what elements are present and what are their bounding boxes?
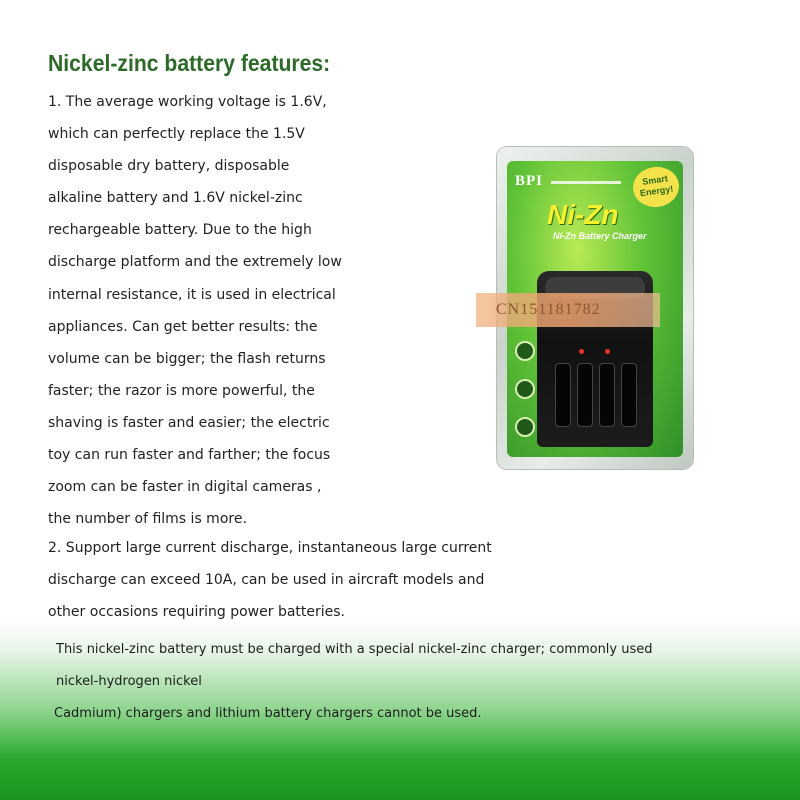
text-line: discharge can exceed 10A, can be used in aircraft models and bbox=[48, 572, 485, 589]
badge-line: Smart bbox=[641, 173, 669, 187]
feature-text bbox=[48, 90, 492, 633]
text-line: internal resistance, it is used in electrical bbox=[48, 286, 336, 303]
text-line: rechargeable battery. Due to the high bbox=[48, 222, 312, 239]
led-indicator bbox=[579, 349, 584, 354]
text-line: toy can run faster and farther; the focus bbox=[48, 447, 331, 464]
brand-logo: BPI bbox=[515, 173, 544, 189]
smart-energy-badge bbox=[630, 164, 681, 210]
text-line: alkaline battery and 1.6V nickel-zinc bbox=[48, 190, 303, 207]
battery-slot bbox=[555, 363, 571, 427]
model-logo: Ni-Zn bbox=[547, 199, 619, 230]
text-line: other occasions requiring power batteries. bbox=[48, 604, 346, 621]
text-line: volume can be bigger; the flash returns bbox=[48, 350, 326, 367]
battery-slot bbox=[621, 363, 637, 427]
text-line: zoom can be faster in digital cameras , bbox=[48, 479, 322, 496]
led-indicator bbox=[605, 349, 610, 354]
note-line: nickel-hydrogen nickel bbox=[56, 674, 202, 689]
note-line: This nickel-zinc battery must be charged with a special nickel-zinc charger; commonly used bbox=[56, 642, 653, 657]
charging-note bbox=[56, 640, 653, 736]
toy-icon bbox=[515, 379, 535, 399]
feature-icons bbox=[515, 341, 535, 455]
watermark: CN151181782 bbox=[476, 293, 660, 327]
text-line: appliances. Can get better results: the bbox=[48, 318, 318, 335]
text-line: discharge platform and the extremely low bbox=[48, 254, 342, 271]
badge-line: Energy! bbox=[639, 183, 674, 199]
camera-icon bbox=[515, 341, 535, 361]
text-line: the number of films is more. bbox=[48, 511, 247, 528]
text-line: disposable dry battery, disposable bbox=[48, 158, 290, 175]
text-line: 1. The average working voltage is 1.6V, bbox=[48, 94, 327, 110]
text-line: which can perfectly replace the 1.5V bbox=[48, 126, 305, 143]
text-line: shaving is faster and easier; the electric bbox=[48, 414, 330, 431]
battery-slot bbox=[577, 363, 593, 427]
product-subtitle: Ni-Zn Battery Charger bbox=[553, 231, 647, 241]
divider bbox=[551, 181, 621, 184]
text-line: 2. Support large current discharge, instantaneous large current bbox=[48, 540, 492, 557]
note-line: Cadmium) chargers and lithium battery chargers cannot be used. bbox=[54, 706, 482, 721]
text-line: faster; the razor is more powerful, the bbox=[48, 382, 315, 399]
battery-slot bbox=[599, 363, 615, 427]
page-title: Nickel-zinc battery features: bbox=[48, 50, 331, 76]
razor-icon bbox=[515, 417, 535, 437]
